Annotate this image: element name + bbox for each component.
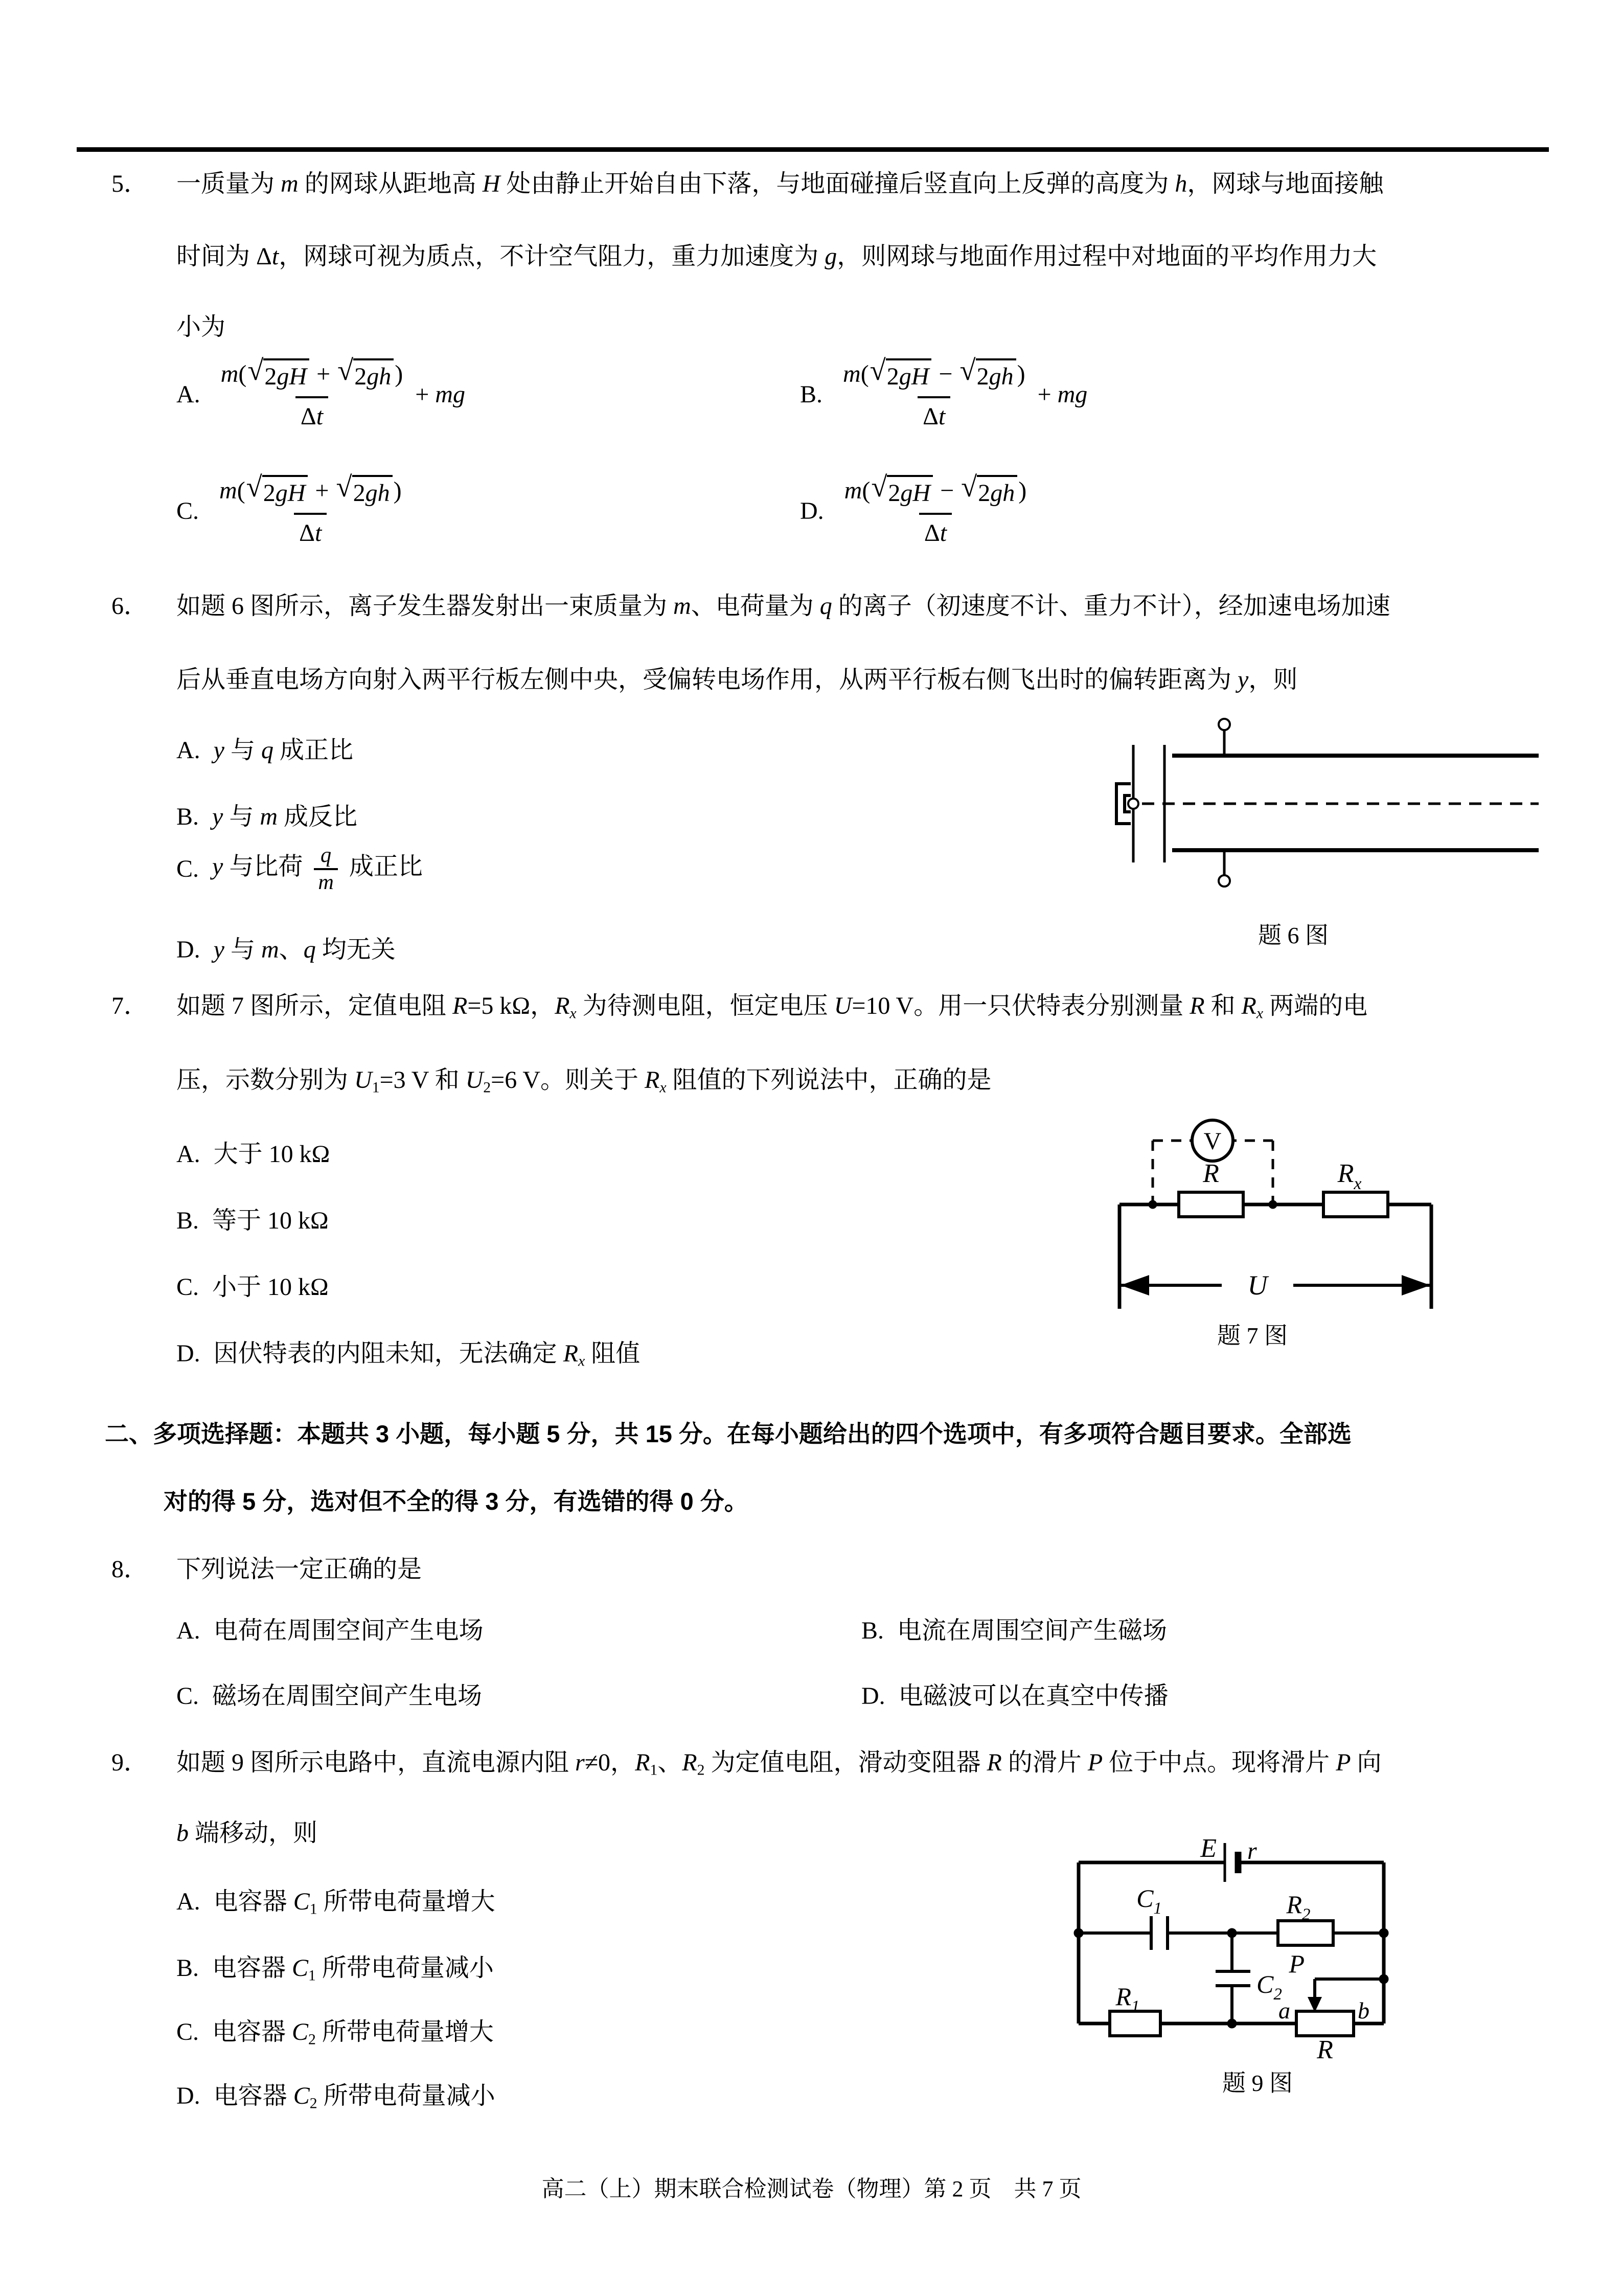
junction-dot bbox=[1379, 1928, 1388, 1938]
q5-stem-line-1: 一质量为 m 的网球从距地高 H 处由静止开始自由下落，与地面碰撞后竖直向上反弹的高度为 h，网球与地面接触 bbox=[176, 170, 1384, 197]
top-terminal bbox=[1219, 719, 1230, 730]
resistor-R2 bbox=[1278, 1921, 1333, 1945]
fig6-caption: 题 6 图 bbox=[1258, 922, 1329, 948]
u-arrowhead-left bbox=[1121, 1275, 1149, 1295]
option-label: C. bbox=[176, 497, 199, 525]
q8-option-a: A. 电荷在周围空间产生电场 bbox=[176, 1617, 484, 1644]
q7-option-a: A. 大于 10 kΩ bbox=[176, 1141, 330, 1168]
junction-dot bbox=[1227, 1928, 1237, 1938]
junction-dot bbox=[1149, 1200, 1157, 1209]
q9-option-b: B. 电容器 $C_1$ 所带电荷量减小 bbox=[176, 1954, 494, 1984]
internal-resistance-label: r bbox=[1247, 1837, 1257, 1865]
fig7-voltmeter-circuit bbox=[1063, 1094, 1600, 1360]
terminal-b-label: b bbox=[1358, 1997, 1369, 2024]
q9-option-a: A. 电容器 $C_1$ 所带电荷量增大 bbox=[176, 1888, 495, 1918]
q9-option-d: D. 电容器 $C_2$ 所带电荷量减小 bbox=[176, 2082, 495, 2112]
q5-stem-line-3: 小为 bbox=[176, 313, 226, 340]
resistor-R2-label: $R_2$ bbox=[1286, 1890, 1311, 1924]
q6-stem-line-2: 后从垂直电场方向射入两平行板左侧中央，受偏转电场作用，从两平行板右侧飞出时的偏转距离为 y，则 bbox=[176, 666, 1298, 693]
option-label: D. bbox=[800, 497, 824, 525]
q7-number: 7． bbox=[111, 992, 149, 1019]
capacitor-C1-label: $C_1$ bbox=[1136, 1884, 1162, 1918]
q5-option-a: A. m( √ 2gH + √ 2gh ) Δt + mg bbox=[176, 355, 465, 430]
q5-option-d bbox=[800, 471, 1032, 548]
wiper-P-label: P bbox=[1289, 1949, 1305, 1978]
fraction: m( √ 2gH − √ 2gh ) Δt bbox=[844, 471, 1027, 547]
voltmeter-label: V bbox=[1203, 1128, 1222, 1155]
resistor-Rx-label: $R_x$ bbox=[1337, 1159, 1362, 1193]
section2-header-line-2: 对的得 5 分，选对但不全的得 3 分，有选错的得 0 分。 bbox=[164, 1488, 748, 1515]
fig9-caption: 题 9 图 bbox=[1222, 2070, 1293, 2096]
terminal-a-label: a bbox=[1278, 1997, 1290, 2024]
q7-option-c: C. 小于 10 kΩ bbox=[176, 1274, 329, 1301]
q6-option-c: C. y 与比荷 $\frac{q}{m}$ 成正比 bbox=[176, 843, 423, 894]
capacitor-C2-label: $C_2$ bbox=[1256, 1970, 1282, 2004]
bottom-terminal bbox=[1219, 875, 1230, 886]
q7-option-b: B. 等于 10 kΩ bbox=[176, 1207, 329, 1234]
q7-stem-line-1: 如题 7 图所示，定值电阻 R=5 kΩ，Rx 为待测电阻，恒定电压 U=10 V。用一只伏特表分别测量 R 和 Rx 两端的电 bbox=[176, 992, 1368, 1022]
q8-option-d: D. 电磁波可以在真空中传播 bbox=[861, 1683, 1169, 1710]
q6-option-b: B. y 与 m 成反比 bbox=[176, 803, 358, 830]
option-label: A. bbox=[176, 380, 200, 408]
q7-stem-line-2: 压，示数分别为 $U_1=3$ V 和 $U_2=6$ V。则关于 Rx 阻值的下列说法中，正确的是 bbox=[176, 1066, 992, 1096]
q9-stem-line-1: 如题 9 图所示电路中，直流电源内阻 r≠0，$R_1$、$R_2$ 为定值电阻，滑动变阻器 R 的滑片 P 位于中点。现将滑片 P 向 bbox=[176, 1749, 1382, 1779]
q7-option-d: D. 因伏特表的内阻未知，无法确定 Rx 阻值 bbox=[176, 1340, 641, 1370]
top-rule bbox=[77, 147, 1549, 152]
fig6-deflection-diagram bbox=[1099, 713, 1559, 953]
q9-number: 9． bbox=[111, 1749, 149, 1776]
q6-stem-line-1: 如题 6 图所示，离子发生器发射出一束质量为 m、电荷量为 q 的离子（初速度不计、重力不计），经加速电场加速 bbox=[176, 593, 1390, 620]
rheostat-R-label: R bbox=[1317, 2035, 1333, 2064]
beam-hole bbox=[1128, 799, 1138, 809]
q8-number: 8． bbox=[111, 1556, 149, 1583]
junction-dot bbox=[1379, 1974, 1388, 1984]
emf-label: E bbox=[1200, 1834, 1217, 1863]
q5-option-c bbox=[176, 471, 407, 548]
q6-number: 6． bbox=[111, 593, 149, 620]
page-footer: 高二（上）期末联合检测试卷（物理）第 2 页 共 7 页 bbox=[541, 2176, 1082, 2201]
q6-option-a: A. y 与 q 成正比 bbox=[176, 737, 354, 764]
fig9-circuit-diagram bbox=[1048, 1835, 1508, 2101]
junction-dot bbox=[1269, 1200, 1277, 1209]
q9-option-c: C. 电容器 $C_2$ 所带电荷量增大 bbox=[176, 2018, 494, 2048]
resistor-R1-label: $R_1$ bbox=[1115, 1982, 1140, 2016]
q5-number: 5． bbox=[111, 170, 149, 197]
resistor-R bbox=[1179, 1192, 1243, 1217]
u-arrowhead-right bbox=[1402, 1275, 1430, 1295]
q5-stem-line-2: 时间为 Δt，网球可视为质点，不计空气阻力，重力加速度为 g，则网球与地面作用过程中对地面的平均作用力大 bbox=[176, 243, 1377, 270]
resistor-Rx bbox=[1323, 1192, 1388, 1217]
u-label: U bbox=[1247, 1270, 1268, 1301]
q8-stem: 下列说法一定正确的是 bbox=[176, 1556, 422, 1583]
q6-option-d: D. y 与 m、q 均无关 bbox=[176, 936, 396, 963]
fig7-caption: 题 7 图 bbox=[1217, 1323, 1288, 1349]
q8-option-b: B. 电流在周围空间产生磁场 bbox=[861, 1617, 1168, 1644]
q8-option-c: C. 磁场在周围空间产生电场 bbox=[176, 1683, 483, 1710]
fraction: m( √ 2gH − √ 2gh ) Δt bbox=[843, 355, 1025, 430]
rheostat-R bbox=[1296, 2011, 1354, 2036]
fraction: m( √ 2gH + √ 2gh ) Δt bbox=[219, 471, 402, 547]
section2-header-line-1: 二、多项选择题：本题共 3 小题，每小题 5 分，共 15 分。在每小题给出的四个选项中，有多项符合题目要求。全部选 bbox=[105, 1420, 1352, 1447]
junction-dot bbox=[1227, 2019, 1237, 2028]
q9-stem-line-2: b 端移动，则 bbox=[176, 1820, 318, 1847]
junction-dot bbox=[1074, 1928, 1083, 1938]
q5-option-b: B. m( √ 2gH − √ 2gh ) Δt + mg bbox=[800, 355, 1088, 430]
option-label: B. bbox=[800, 380, 823, 408]
fraction: m( √ 2gH + √ 2gh ) Δt bbox=[220, 355, 403, 430]
resistor-R-label: R bbox=[1203, 1159, 1219, 1188]
